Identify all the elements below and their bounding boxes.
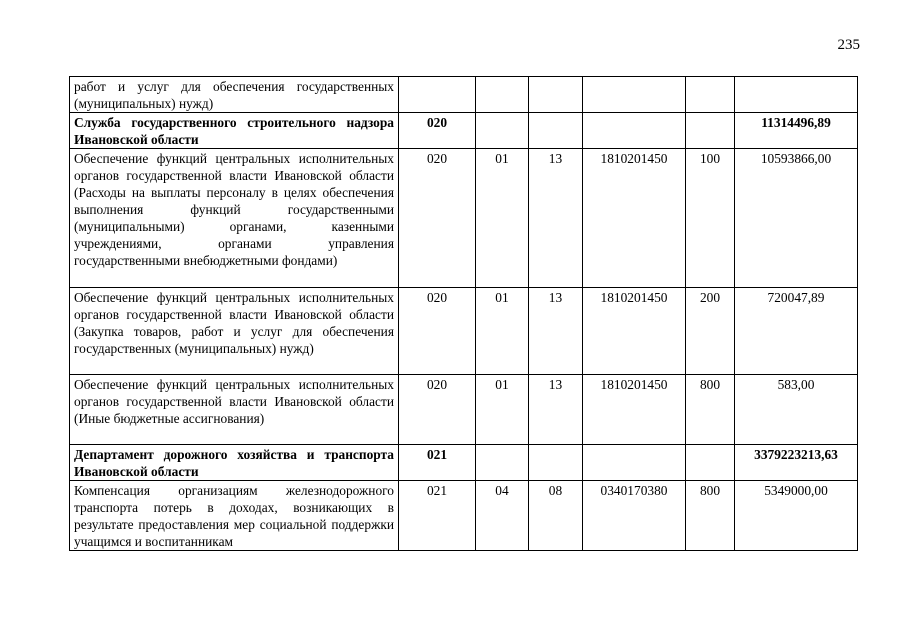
section-cell: 01 bbox=[476, 375, 529, 445]
subsection-cell bbox=[529, 77, 583, 113]
subsection-cell: 08 bbox=[529, 481, 583, 551]
page-number: 235 bbox=[837, 37, 860, 53]
amount-cell: 5349000,00 bbox=[735, 481, 858, 551]
target-article-cell bbox=[583, 113, 686, 149]
subsection-cell: 13 bbox=[529, 288, 583, 375]
expense-type-cell: 200 bbox=[686, 288, 735, 375]
subsection-cell: 13 bbox=[529, 375, 583, 445]
target-article-cell: 0340170380 bbox=[583, 481, 686, 551]
table-row bbox=[70, 77, 858, 113]
amount-cell: 583,00 bbox=[735, 375, 858, 445]
section-cell: 04 bbox=[476, 481, 529, 551]
admin-code-cell: 021 bbox=[399, 445, 476, 481]
amount-cell: 10593866,00 bbox=[735, 149, 858, 288]
expense-type-cell: 100 bbox=[686, 149, 735, 288]
target-article-cell: 1810201450 bbox=[583, 375, 686, 445]
section-cell: 01 bbox=[476, 288, 529, 375]
admin-code-cell: 021 bbox=[399, 481, 476, 551]
amount-cell: 3379223213,63 bbox=[735, 445, 858, 481]
target-article-cell: 1810201450 bbox=[583, 288, 686, 375]
row-name-cell: Обеспечение функций центральных исполнительных органов государственной власти Ивановской области (Закупка товаров, работ и услуг для обеспечения государственных (муниципальных) нужд) bbox=[70, 288, 399, 375]
row-name-cell: Департамент дорожного хозяйства и транспорта Ивановской области bbox=[70, 445, 399, 481]
row-name-cell: Служба государственного строительного надзора Ивановской области bbox=[70, 113, 399, 149]
table-row bbox=[70, 113, 858, 149]
section-cell: 01 bbox=[476, 149, 529, 288]
table-row bbox=[70, 375, 858, 445]
section-cell bbox=[476, 445, 529, 481]
subsection-cell bbox=[529, 445, 583, 481]
admin-code-cell bbox=[399, 77, 476, 113]
target-article-cell bbox=[583, 445, 686, 481]
section-cell bbox=[476, 77, 529, 113]
target-article-cell bbox=[583, 77, 686, 113]
budget-table bbox=[69, 76, 858, 551]
expense-type-cell bbox=[686, 77, 735, 113]
table-row bbox=[70, 149, 858, 288]
admin-code-cell: 020 bbox=[399, 288, 476, 375]
subsection-cell bbox=[529, 113, 583, 149]
row-name-cell: Компенсация организациям железнодорожного транспорта потерь в доходах, возникающих в результате предоставления мер социальной поддержки учащимся и воспитанникам bbox=[70, 481, 399, 551]
amount-cell bbox=[735, 77, 858, 113]
table-row bbox=[70, 288, 858, 375]
expense-type-cell bbox=[686, 445, 735, 481]
admin-code-cell: 020 bbox=[399, 375, 476, 445]
amount-cell: 11314496,89 bbox=[735, 113, 858, 149]
subsection-cell: 13 bbox=[529, 149, 583, 288]
amount-cell: 720047,89 bbox=[735, 288, 858, 375]
row-name-cell: Обеспечение функций центральных исполнительных органов государственной власти Ивановской области (Иные бюджетные ассигнования) bbox=[70, 375, 399, 445]
table-row bbox=[70, 445, 858, 481]
admin-code-cell: 020 bbox=[399, 149, 476, 288]
expense-type-cell bbox=[686, 113, 735, 149]
expense-type-cell: 800 bbox=[686, 375, 735, 445]
table-row bbox=[70, 481, 858, 551]
admin-code-cell: 020 bbox=[399, 113, 476, 149]
row-name-cell: работ и услуг для обеспечения государственных (муниципальных) нужд) bbox=[70, 77, 399, 113]
expense-type-cell: 800 bbox=[686, 481, 735, 551]
section-cell bbox=[476, 113, 529, 149]
target-article-cell: 1810201450 bbox=[583, 149, 686, 288]
row-name-cell: Обеспечение функций центральных исполнительных органов государственной власти Ивановской области (Расходы на выплаты персоналу в целях обеспечения выполнения функций государственными (муниципальными) органами, казенными учреждениями, органами управления государственными внебюджетными фондами) bbox=[70, 149, 399, 288]
